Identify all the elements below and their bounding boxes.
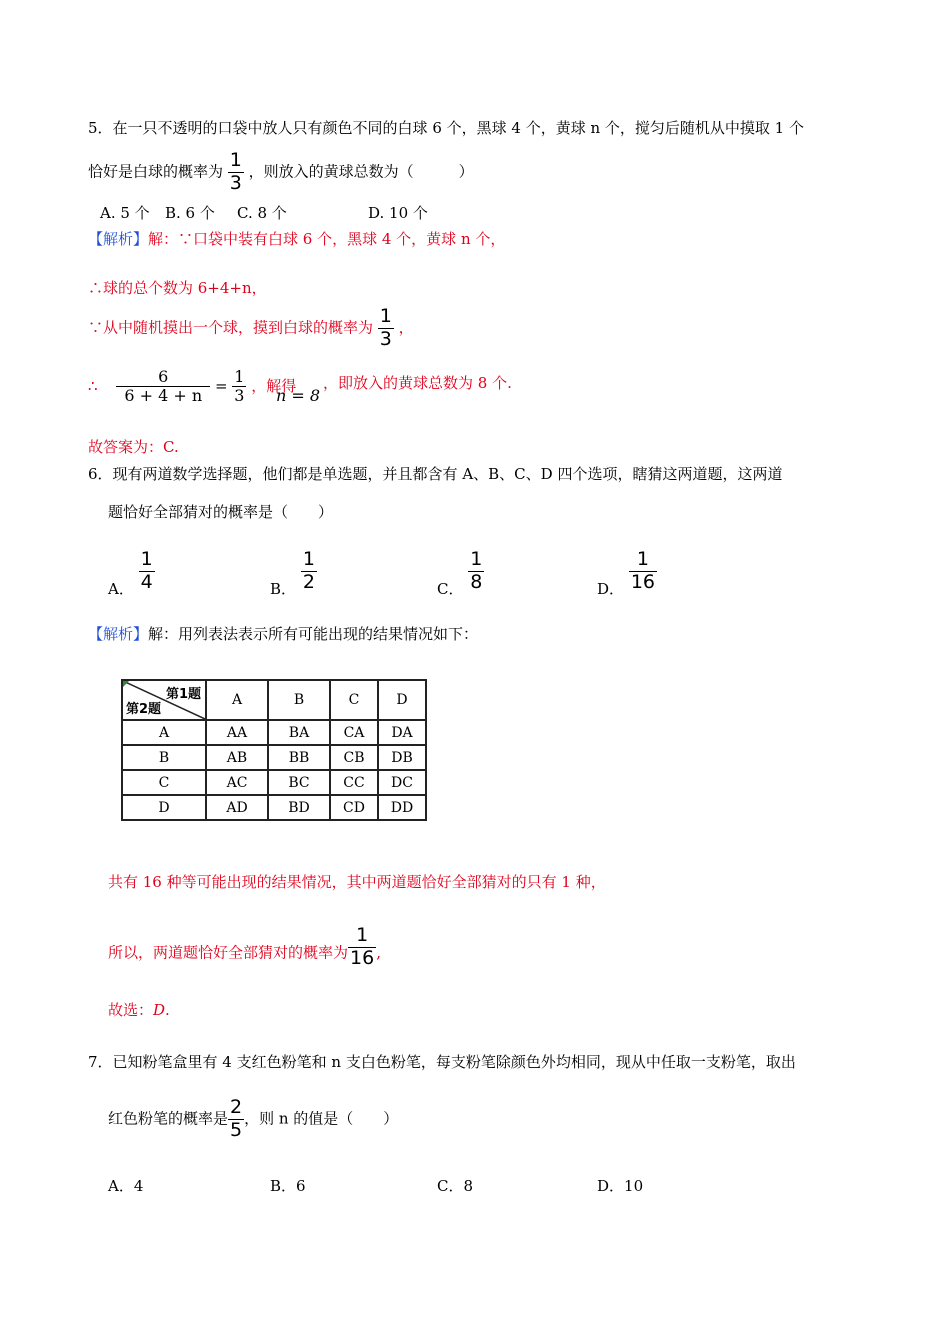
table-row-header: C [122, 770, 206, 795]
q5-analysis3-post: ， [398, 318, 414, 337]
q5-eq-rnum: 1 [234, 367, 245, 386]
q5-analysis-line1 [88, 230, 505, 248]
table-cell: CD [330, 795, 378, 820]
q6-option-a-num: 1 [140, 548, 153, 570]
q6-result2-den: 16 [350, 946, 375, 969]
table-cell: CC [330, 770, 378, 795]
q6-option-a-label: A． [108, 579, 134, 598]
table-row [122, 720, 426, 745]
q6-option-d-label: D． [597, 579, 625, 598]
q6-result-line1: 共有 16 种等可能出现的结果情况，其中两道题恰好全部猜对的只有 1 种， [108, 873, 606, 891]
q5-solve-post: ，即放入的黄球总数为 8 个. [323, 374, 512, 392]
q6-option-b-num: 1 [302, 548, 315, 570]
q5-therefore: ∴ [88, 376, 98, 395]
q5-option-b: B. 6 个 [165, 204, 215, 222]
q6-answer-value: D [153, 1001, 166, 1019]
q7-frac-num: 2 [230, 1096, 243, 1118]
q6-result2-fraction [348, 925, 376, 970]
q5-eq-rden: 3 [234, 386, 245, 406]
q5-option-c: C. 8 个 [237, 204, 287, 222]
q5-analysis-line3 [88, 306, 414, 351]
q6-answer-post: . [165, 1001, 170, 1019]
q6-option-c-label: C． [437, 579, 464, 598]
q6-result2-post: , [376, 943, 381, 962]
q7-option-a: A．4 [108, 1177, 144, 1195]
table-row [122, 795, 426, 820]
q6-option-c [437, 549, 484, 598]
q5-analysis3-num: 1 [379, 305, 392, 327]
q7-frac-den: 5 [230, 1118, 243, 1141]
q6-option-b-label: B． [270, 579, 297, 598]
q6-option-a [108, 549, 155, 598]
q5-equation [88, 368, 296, 406]
q6-outcome-table [121, 679, 427, 821]
q6-answer-pre: 故选： [108, 1001, 154, 1019]
q5-line1: 5．在一只不透明的口袋中放人只有颜色不同的白球 6 个，黑球 4 个，黄球 n 个，搅匀后随机从中摸取 1 个 [88, 119, 804, 137]
table-cell: BA [268, 720, 330, 745]
q6-result2-pre: 所以，两道题恰好全部猜对的概率为 [108, 943, 349, 962]
q6-option-c-fraction [468, 549, 484, 594]
q5-analysis-tag: 【解析】 [88, 230, 149, 248]
q5-line2-post: ，则放入的黄球总数为（ ） [248, 162, 474, 181]
table-row [122, 770, 426, 795]
q7-option-b: B．6 [270, 1177, 306, 1195]
table-row-header: B [122, 745, 206, 770]
q6-result2-num: 1 [356, 924, 369, 946]
table-col-header: D [378, 680, 426, 720]
q6-option-b-fraction [301, 549, 317, 594]
q6-option-c-den: 8 [470, 570, 483, 593]
table-col-header: A [206, 680, 268, 720]
table-cell: CA [330, 720, 378, 745]
q7-line2-post: ，则 n 的值是（ ） [244, 1109, 399, 1128]
q7-option-c: C．8 [437, 1177, 474, 1195]
q6-option-b-den: 2 [302, 570, 315, 593]
table-corner-cell [122, 680, 206, 720]
table-header-row [122, 680, 426, 720]
q5-option-a: A. 5 个 [100, 204, 150, 222]
table-cell: BB [268, 745, 330, 770]
table-cell: AB [206, 745, 268, 770]
q5-analysis3-pre: ∵从中随机摸出一个球，摸到白球的概率为 [88, 318, 374, 337]
q6-analysis-tag: 【解析】 [88, 625, 149, 643]
table-cell: AD [206, 795, 268, 820]
q5-analysis3-fraction [378, 306, 394, 351]
table-col-header: C [330, 680, 378, 720]
table-col-header: B [268, 680, 330, 720]
q6-option-d-num: 1 [636, 548, 649, 570]
q6-analysis-text1: 解：用列表法表示所有可能出现的结果情况如下： [148, 625, 479, 643]
table-cell: BC [268, 770, 330, 795]
q7-line2 [108, 1097, 398, 1142]
q6-option-d-fraction [629, 549, 657, 594]
q5-eq-num: 6 [158, 367, 169, 386]
table-row-header: D [122, 795, 206, 820]
table-cell: CB [330, 745, 378, 770]
table-cell: DD [378, 795, 426, 820]
q5-eq-right-fraction [232, 368, 246, 406]
q6-option-d [597, 549, 657, 598]
table-row [122, 745, 426, 770]
q6-option-a-den: 4 [140, 570, 153, 593]
q5-option-d: D. 10 个 [368, 204, 428, 222]
corner-bottom-label: 第2题 [126, 702, 162, 717]
q5-eq-left-fraction [116, 368, 210, 406]
q5-frac-den: 3 [229, 171, 242, 194]
table-cell: BD [268, 795, 330, 820]
q6-option-a-fraction [139, 549, 155, 594]
q5-analysis3-den: 3 [379, 327, 392, 350]
q5-solve-value: n = 8 [276, 386, 321, 405]
table-cell: DC [378, 770, 426, 795]
q6-analysis-line1 [88, 625, 478, 643]
table-cell: AC [206, 770, 268, 795]
q7-line1: 7．已知粉笔盒里有 4 支红色粉笔和 n 支白色粉笔，每支粉笔除颜色外均相同，现从中任取一支粉笔，取出 [88, 1053, 796, 1071]
q5-answer: 故答案为：C. [88, 438, 179, 456]
q5-analysis-text1: 解：∵口袋中装有白球 6 个，黑球 4 个，黄球 n 个， [148, 230, 506, 248]
q5-eq-den: 6 + 4 + n [116, 386, 210, 405]
q7-fraction [228, 1097, 244, 1142]
table-row-header: A [122, 720, 206, 745]
table-cell: DA [378, 720, 426, 745]
q6-result-line2 [108, 925, 381, 970]
q5-line2-pre: 恰好是白球的概率为 [88, 162, 224, 181]
q6-option-d-den: 16 [630, 570, 655, 593]
q6-option-c-num: 1 [470, 548, 483, 570]
q5-line2 [88, 150, 474, 195]
q5-fraction [228, 150, 244, 195]
q5-frac-num: 1 [229, 149, 242, 171]
q5-solve-label: ，解得 [251, 376, 297, 395]
q7-line2-pre: 红色粉笔的概率是 [108, 1109, 229, 1128]
q5-analysis-line2: ∴球的总个数为 6+4+n， [88, 279, 267, 297]
q6-answer [108, 1001, 170, 1019]
table-cell: DB [378, 745, 426, 770]
corner-top-label: 第1题 [165, 687, 201, 702]
q6-line2: 题恰好全部猜对的概率是（ ） [108, 503, 334, 521]
q5-eq-sign: = [214, 376, 228, 395]
q6-option-b [270, 549, 317, 598]
q6-line1: 6．现有两道数学选择题，他们都是单选题，并且都含有 A、B、C、D 四个选项，瞎猜这两道题，这两道 [88, 465, 783, 483]
table-cell: AA [206, 720, 268, 745]
q7-option-d: D．10 [597, 1177, 644, 1195]
